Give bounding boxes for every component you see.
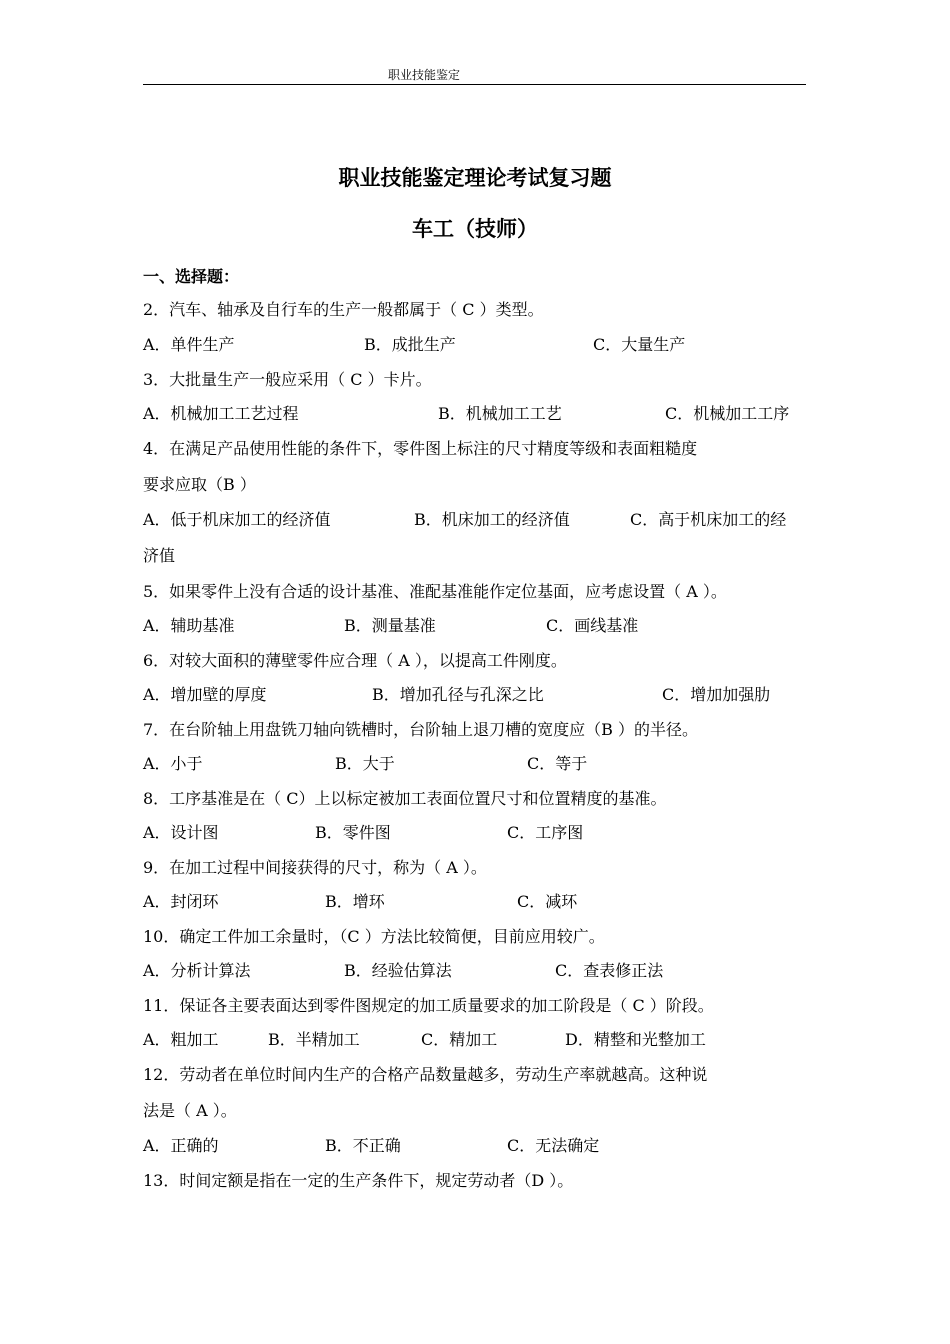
option-b: B．测量基准 <box>344 616 436 635</box>
option-a: A．单件生产 <box>143 335 235 354</box>
section-heading: 一、选择题： <box>143 267 240 286</box>
option-b: B．不正确 <box>325 1136 401 1155</box>
option-c: C．减环 <box>517 892 578 911</box>
question-stem: 13．时间定额是指在一定的生产条件下，规定劳动者（D ）。 <box>143 1171 574 1190</box>
option-c-continued: 济值 <box>143 546 176 565</box>
option-b: B．增加孔径与孔深之比 <box>372 685 544 704</box>
question-stem: 4．在满足产品使用性能的条件下，零件图上标注的尺寸精度等级和表面粗糙度 <box>143 439 698 458</box>
option-a: A．增加壁的厚度 <box>143 685 267 704</box>
option-c: C．高于机床加工的经 <box>630 510 787 529</box>
question-stem: 8．工序基准是在（ C）上以标定被加工表面位置尺寸和位置精度的基准。 <box>143 789 667 808</box>
question-stem: 9．在加工过程中间接获得的尺寸，称为（ A ）。 <box>143 858 487 877</box>
option-c: C．工序图 <box>507 823 584 842</box>
document-title: 职业技能鉴定理论考试复习题 <box>338 166 612 190</box>
option-d: D．精整和光整加工 <box>565 1030 706 1049</box>
question-stem-continued: 法是（ A ）。 <box>143 1101 237 1120</box>
question-stem-continued: 要求应取（B ） <box>143 475 256 494</box>
option-c: C．大量生产 <box>593 335 686 354</box>
option-c: C．查表修正法 <box>555 961 664 980</box>
option-b: B．成批生产 <box>364 335 456 354</box>
option-a: A．分析计算法 <box>143 961 251 980</box>
option-a: A．设计图 <box>143 823 219 842</box>
option-b: B．机床加工的经济值 <box>414 510 570 529</box>
question-stem: 5．如果零件上没有合适的设计基准、准配基准能作定位基面，应考虑设置（ A ）。 <box>143 582 727 601</box>
option-c: C．机械加工工序 <box>665 404 790 423</box>
option-b: B．机械加工工艺 <box>438 404 562 423</box>
option-c: C．画线基准 <box>546 616 639 635</box>
option-c: C．等于 <box>527 754 588 773</box>
option-a: A．小于 <box>143 754 203 773</box>
option-c: C．精加工 <box>421 1030 498 1049</box>
option-a: A．机械加工工艺过程 <box>143 404 299 423</box>
option-b: B．半精加工 <box>268 1030 360 1049</box>
option-b: B．零件图 <box>315 823 391 842</box>
question-stem: 7．在台阶轴上用盘铣刀轴向铣槽时，台阶轴上退刀槽的宽度应（B ）的半径。 <box>143 720 699 739</box>
option-a: A．正确的 <box>143 1136 219 1155</box>
question-stem: 11．保证各主要表面达到零件图规定的加工质量要求的加工阶段是（ C ）阶段。 <box>143 996 714 1015</box>
question-stem: 6．对较大面积的薄壁零件应合理（ A ），以提高工件刚度。 <box>143 651 567 670</box>
header-text: 职业技能鉴定 <box>388 68 461 82</box>
option-c: C．无法确定 <box>507 1136 600 1155</box>
option-a: A．封闭环 <box>143 892 219 911</box>
option-a: A．低于机床加工的经济值 <box>143 510 331 529</box>
option-b: B．大于 <box>335 754 395 773</box>
page-header <box>143 62 806 85</box>
question-stem: 12．劳动者在单位时间内生产的合格产品数量越多，劳动生产率就越高。这种说 <box>143 1065 708 1084</box>
option-c: C．增加加强肋 <box>662 685 771 704</box>
question-stem: 2．汽车、轴承及自行车的生产一般都属于（ C ）类型。 <box>143 300 544 319</box>
question-stem: 10．确定工件加工余量时，（C ）方法比较简便，目前应用较广。 <box>143 927 605 946</box>
option-a: A．辅助基准 <box>143 616 235 635</box>
option-b: B．经验估算法 <box>344 961 452 980</box>
option-a: A．粗加工 <box>143 1030 219 1049</box>
document-subtitle: 车工（技师） <box>412 217 538 241</box>
question-stem: 3．大批量生产一般应采用（ C ）卡片。 <box>143 370 432 389</box>
option-b: B．增环 <box>325 892 385 911</box>
